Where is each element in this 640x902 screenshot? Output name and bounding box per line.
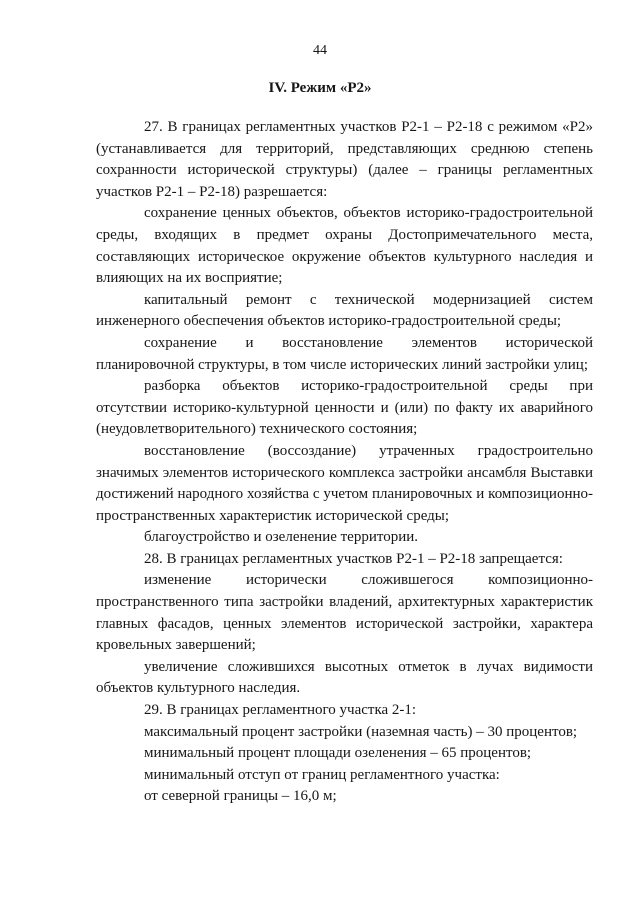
paragraph-item: увеличение сложившихся высотных отметок в лучах видимости объектов культурного наследия. [96, 658, 593, 697]
paragraph-29: 29. В границах регламентного участка 2-1: [144, 702, 417, 719]
paragraph-28: 28. В границах регламентных участков Р2-1 – Р2-18 запрещается: [144, 550, 563, 567]
paragraph-item: сохранение ценных объектов, объектов историко-градостроительной среды, входящих в предмет охраны Достопримечательного места, составляющих историческое окружение объектов культурного наследия и влияющих на их восприятие; [96, 205, 593, 287]
paragraph-item: разборка объектов историко-градостроительной среды при отсутствии историко-культурной ценности и (или) по факту их аварийного (неудовлетворительного) технического состояния; [96, 378, 593, 438]
page-number: 44 [313, 43, 327, 58]
paragraph-item: благоустройство и озеленение территории. [144, 529, 419, 546]
paragraph-item: восстановление (воссоздание) утраченных градостроительно значимых элементов исторического комплекса застройки ансамбля Выставки достижений народного хозяйства с учетом планировочных и композиционно-пространственных характеристик исторической среды; [96, 442, 593, 524]
paragraph-item: сохранение и восстановление элементов исторической планировочной структуры, в том числе исторических линий застройки улиц; [96, 334, 593, 373]
paragraph-item: изменение исторически сложившегося композиционно-пространственного типа застройки владений, архитектурных характеристик главных фасадов, ценных элементов исторической застройки, характера кровельных завершений; [96, 572, 593, 654]
paragraph-27: 27. В границах регламентных участков Р2-1 – Р2-18 с режимом «Р2» (устанавливается для территорий, представляющих среднюю степень сохранности исторической структуры) (далее – границы регламентных участков Р2-1 – Р2-18) разрешается: [96, 119, 593, 200]
document-body [96, 117, 593, 808]
paragraph-item: капитальный ремонт с технической модернизацией систем инженерного обеспечения объектов историко-градостроительной среды; [96, 291, 593, 330]
paragraph-item: минимальный процент площади озеленения – 65 процентов; [144, 745, 532, 762]
paragraph-item: максимальный процент застройки (наземная часть) – 30 процентов; [144, 723, 578, 740]
section-title: IV. Режим «Р2» [268, 80, 372, 96]
paragraph-item: минимальный отступ от границ регламентного участка: [144, 766, 500, 783]
paragraph-item: от северной границы – 16,0 м; [144, 788, 337, 805]
